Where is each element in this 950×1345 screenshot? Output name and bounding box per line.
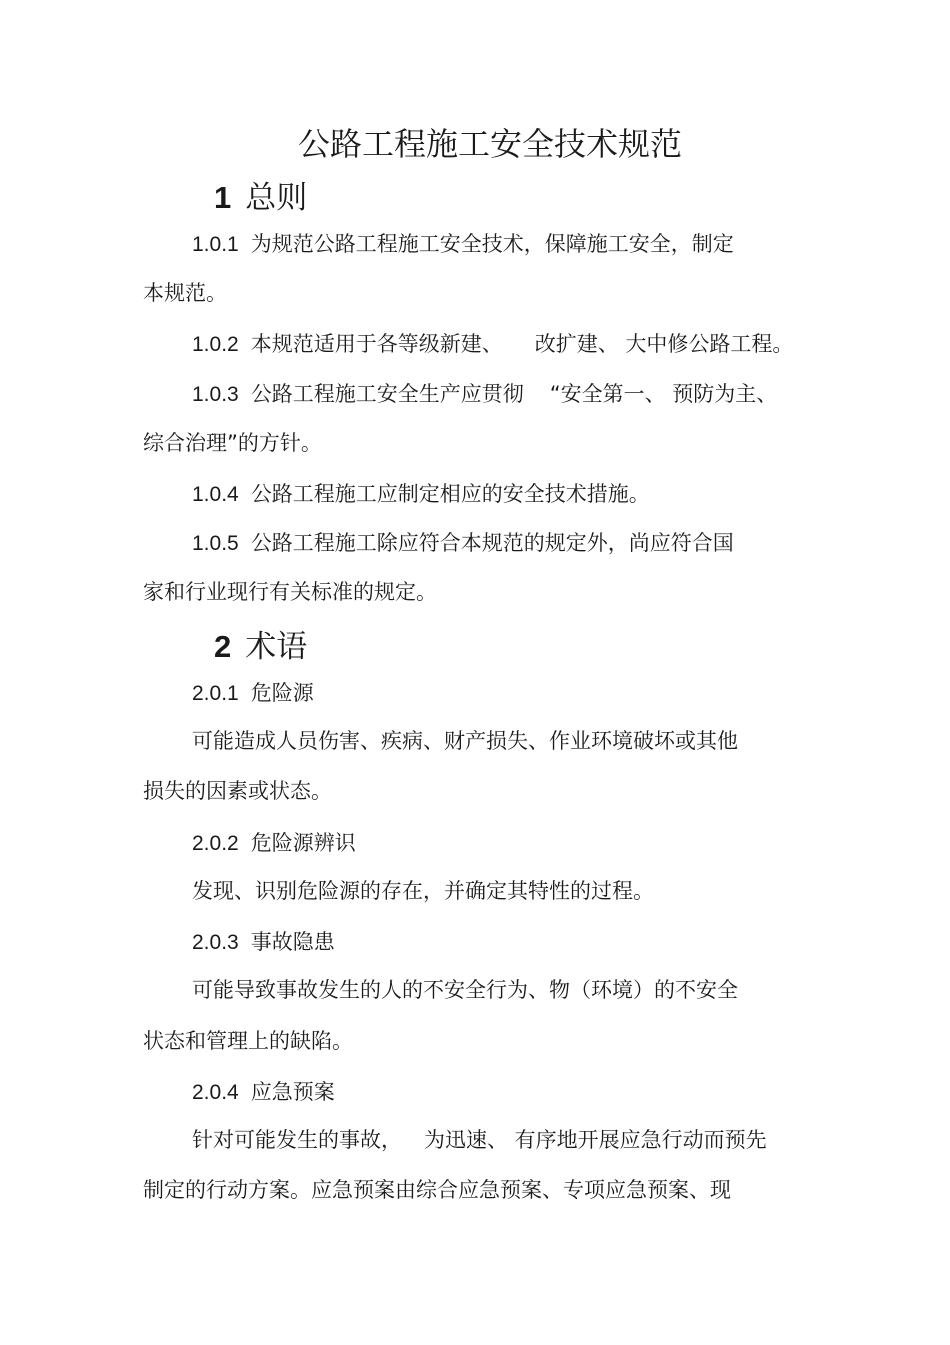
definition-part1: 针对可能发生的事故，	[192, 1128, 402, 1152]
term-name: 事故隐患	[250, 930, 335, 954]
term-number: 2.0.1	[192, 682, 239, 705]
term-number: 2.0.3	[192, 931, 239, 954]
chapter-2-title: 术语	[245, 629, 308, 665]
term-2-0-4-heading	[192, 1078, 335, 1107]
clause-1-0-5	[192, 529, 734, 558]
term-2-0-2-heading	[192, 829, 356, 858]
clause-text-part1: 公路工程施工安全生产应贯彻	[250, 382, 524, 406]
term-name: 应急预案	[250, 1080, 335, 1104]
term-2-0-1-definition-continuation: 损失的因素或状态。	[143, 779, 332, 803]
clause-number: 1.0.2	[192, 333, 239, 356]
clause-number: 1.0.3	[192, 383, 239, 406]
term-2-0-3-definition: 可能导致事故发生的人的不安全行为、物（环境）的不安全	[192, 978, 738, 1002]
chapter-1-title: 总则	[245, 180, 308, 216]
clause-text: 为规范公路工程施工安全技术，保障施工安全，制定	[250, 232, 734, 256]
clause-number: 1.0.5	[192, 532, 239, 555]
clause-text-part2: 改扩建、 大中修公路工程。	[534, 332, 794, 356]
term-name: 危险源辨识	[250, 831, 356, 855]
term-2-0-1-definition: 可能造成人员伤害、疾病、财产损失、作业环境破坏或其他	[192, 729, 738, 753]
chapter-1-number: 1	[214, 180, 232, 215]
term-2-0-3-definition-continuation: 状态和管理上的缺陷。	[143, 1029, 353, 1053]
clause-number: 1.0.4	[192, 483, 239, 506]
chapter-1-heading	[214, 178, 307, 218]
term-2-0-2-definition: 发现、识别危险源的存在，并确定其特性的过程。	[192, 879, 654, 903]
term-2-0-3-heading	[192, 928, 335, 957]
term-2-0-4-definition	[192, 1126, 767, 1154]
clause-1-0-4	[192, 480, 650, 509]
document-title: 公路工程施工安全技术规范	[297, 125, 682, 163]
clause-number: 1.0.1	[192, 233, 239, 256]
clause-1-0-1-continuation: 本规范。	[143, 281, 227, 305]
definition-part2: 为迅速、 有序地开展应急行动而预先	[424, 1128, 767, 1152]
term-number: 2.0.2	[192, 832, 239, 855]
clause-text-part1: 本规范适用于各等级新建、	[250, 332, 503, 356]
clause-text: 公路工程施工除应符合本规范的规定外，尚应符合国	[250, 531, 734, 555]
clause-text: 公路工程施工应制定相应的安全技术措施。	[250, 482, 650, 506]
clause-1-0-3-continuation: 综合治理”的方针。	[143, 431, 322, 455]
clause-1-0-2	[192, 330, 793, 359]
clause-1-0-3	[192, 380, 777, 409]
term-2-0-1-heading	[192, 679, 314, 708]
term-2-0-4-definition-continuation: 制定的行动方案。应急预案由综合应急预案、专项应急预案、现	[143, 1178, 731, 1202]
clause-text-part2: “安全第一、 预防为主、	[549, 382, 778, 406]
clause-1-0-1	[192, 230, 734, 259]
term-name: 危险源	[250, 681, 314, 705]
chapter-2-number: 2	[214, 629, 232, 664]
clause-1-0-5-continuation: 家和行业现行有关标准的规定。	[143, 580, 437, 604]
term-number: 2.0.4	[192, 1081, 239, 1104]
chapter-2-heading	[214, 627, 307, 667]
